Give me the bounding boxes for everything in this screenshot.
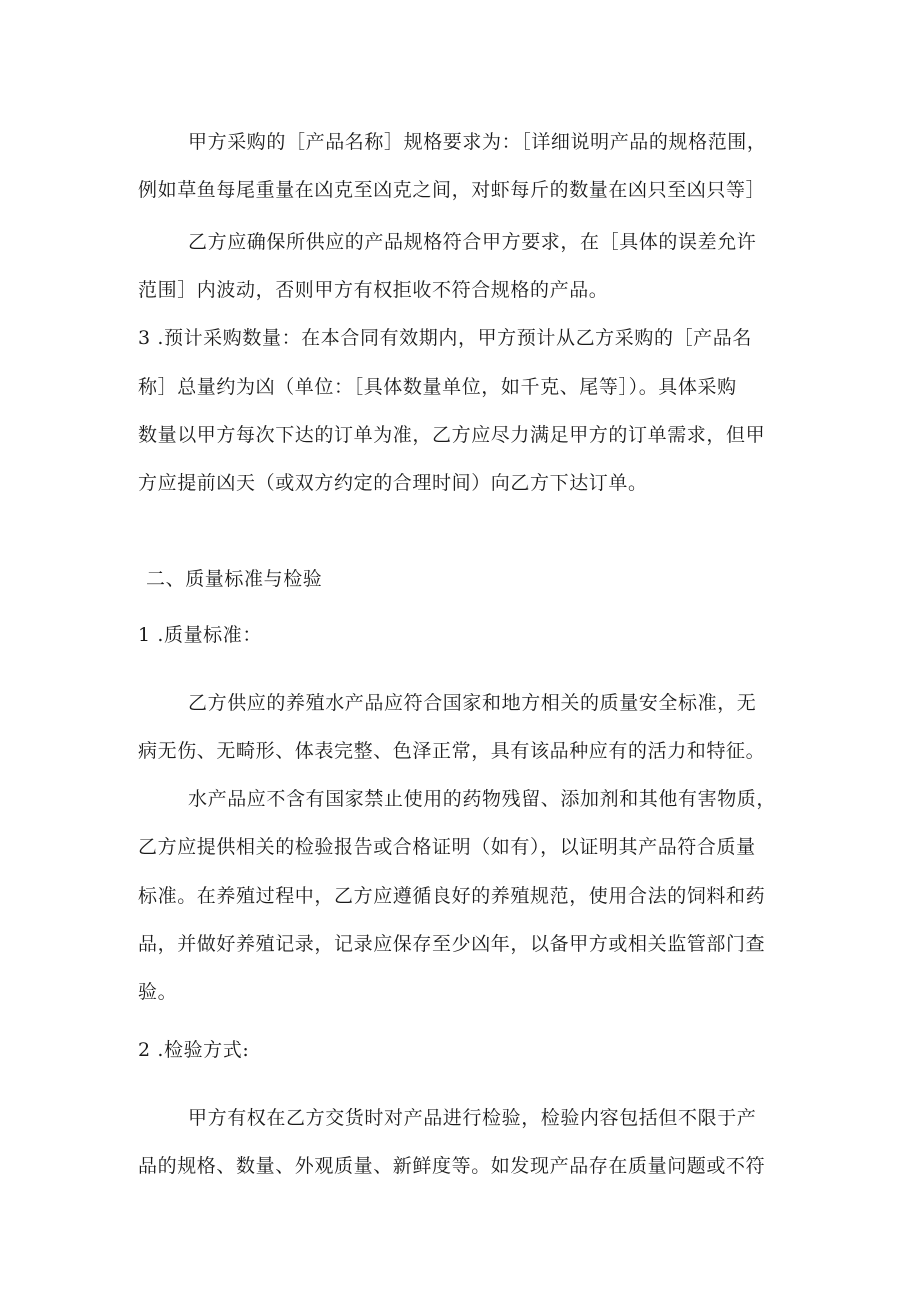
spec-paragraph-1-line-2: 例如草鱼每尾重量在凶克至凶克之间，对虾每斤的数量在凶只至凶只等］ [138,179,766,201]
section-heading: 二、质量标准与检验 [146,568,323,590]
inspection-paragraph-line-1: 甲方有权在乙方交货时对产品进行检验，检验内容包括但不限于产 [188,1107,757,1129]
inspection-paragraph-line-2: 品的规格、数量、外观质量、新鲜度等。如发现产品存在质量问题或不符 [138,1155,766,1177]
item-quality-standard: 1 .质量标准： [138,624,262,646]
quality-paragraph-2-line-3: 标准。在养殖过程中，乙方应遵循良好的养殖规范，使用合法的饲料和药 [138,885,766,907]
quantity-item-line-3: 数量以甲方每次下达的订单为准，乙方应尽力满足甲方的订单需求，但甲 [138,424,766,446]
spec-paragraph-2-line-2: 范围］内波动，否则甲方有权拒收不符合规格的产品。 [138,279,609,301]
quality-paragraph-2-line-5: 验。 [138,981,178,1003]
quality-paragraph-1-line-1: 乙方供应的养殖水产品应符合国家和地方相关的质量安全标准，无 [188,692,757,714]
item-inspection-method: 2 .检验方式: [138,1039,250,1061]
quantity-item-line-1: 3 .预计采购数量：在本合同有效期内，甲方预计从乙方采购的［产品名 [138,327,752,349]
quality-paragraph-2-line-4: 品，并做好养殖记录，记录应保存至少凶年，以备甲方或相关监管部门查 [138,933,766,955]
quantity-item-line-2: 称］总量约为凶（单位：［具体数量单位，如千克、尾等］）。具体采购 [138,376,737,398]
quality-paragraph-1-line-2: 病无伤、无畸形、体表完整、色泽正常，具有该品种应有的活力和特征。 [138,740,766,762]
quality-paragraph-2-line-2: 乙方应提供相关的检验报告或合格证明（如有），以证明其产品符合质量 [138,836,756,858]
quality-paragraph-2-line-1: 水产品应不含有国家禁止使用的药物残留、添加剂和其他有害物质， [188,788,777,810]
spec-paragraph-1-line-1: 甲方采购的［产品名称］规格要求为：［详细说明产品的规格范围， [188,131,767,153]
spec-paragraph-2-line-1: 乙方应确保所供应的产品规格符合甲方要求，在［具体的误差允许 [188,231,757,253]
quantity-item-line-4: 方应提前凶天（或双方约定的合理时间）向乙方下达订单。 [138,472,648,494]
